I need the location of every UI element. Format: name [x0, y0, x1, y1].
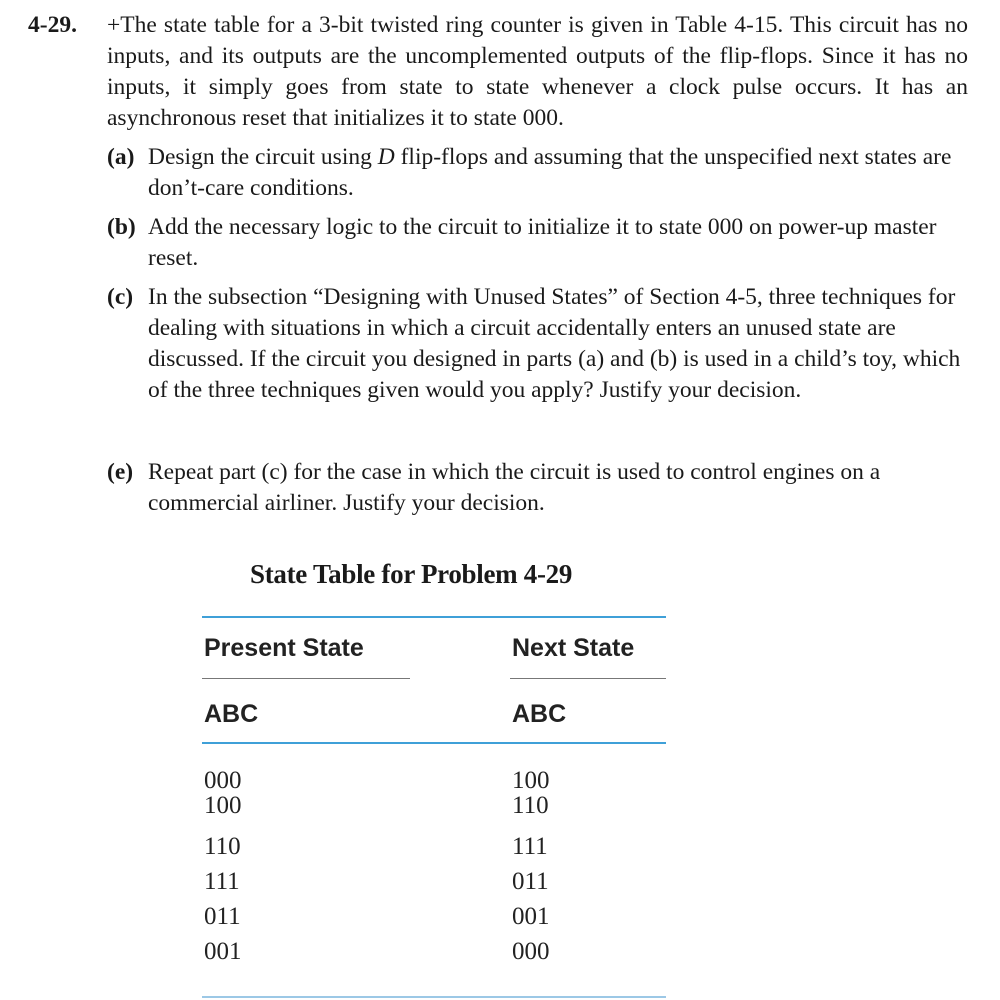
table-cell-next: 000 [512, 938, 550, 965]
part-a-text-after: flip-flops and assuming that the unspecified next states are don’t-care conditions. [148, 144, 952, 201]
next-state-variables: ABC [512, 700, 567, 728]
table-cell-present: 000 [204, 767, 242, 794]
table-header-rule [202, 742, 666, 744]
state-table [202, 616, 666, 1000]
next-header-underline [510, 678, 666, 679]
problem-intro: +The state table for a 3-bit twisted ring counter is given in Table 4-15. This circuit has no inputs, and its outputs are the uncomplemented outputs of the flip-flops. Since it has no inputs, it simply goes from state to state whenever a clock pulse occurs. It has an asynchronous reset that initializes it to state 000. [107, 12, 968, 131]
part-a-text-emphasis: D [377, 144, 395, 170]
present-state-variables: ABC [204, 700, 259, 728]
part-a [107, 142, 968, 204]
part-a-text [148, 144, 951, 201]
table-cell-next: 100 [512, 767, 550, 794]
table-cell-next: 111 [512, 833, 548, 860]
next-state-header: Next State [512, 634, 635, 662]
part-c-label: (c) [107, 284, 134, 310]
part-e [107, 457, 968, 519]
part-a-text-before: Design the circuit using [148, 144, 378, 170]
problem-number: 4-29. [28, 12, 77, 38]
table-cell-present: 100 [204, 792, 242, 819]
part-b-text: Add the necessary logic to the circuit to initialize it to state 000 on power-up master reset. [148, 214, 937, 271]
table-title: State Table for Problem 4-29 [250, 559, 573, 589]
part-c [107, 282, 968, 406]
part-e-text: Repeat part (c) for the case in which the circuit is used to control engines on a commercial airliner. Justify your decision. [148, 459, 881, 516]
table-bottom-rule [202, 996, 666, 998]
part-c-text: In the subsection “Designing with Unused States” of Section 4-5, three techniques for dealing with situations in which a circuit accidentally enters an unused state are discussed. If the circuit you designed in parts (a) and (b) is used in a child’s toy, which of the three techniques given would you apply? Justify your decision. [148, 284, 961, 403]
table-cell-next: 110 [512, 792, 549, 819]
table-cell-present: 111 [204, 868, 240, 895]
part-b [107, 212, 968, 274]
part-a-label: (a) [107, 144, 135, 170]
part-e-label: (e) [107, 459, 134, 485]
part-b-label: (b) [107, 214, 136, 240]
table-cell-present: 011 [204, 903, 241, 930]
table-top-rule [202, 616, 666, 618]
table-cell-present: 110 [204, 833, 241, 860]
table-cell-present: 001 [204, 938, 242, 965]
problem-4-29 [28, 10, 968, 519]
present-state-header: Present State [204, 634, 364, 662]
present-header-underline [202, 678, 410, 679]
table-cell-next: 001 [512, 903, 550, 930]
table-cell-next: 011 [512, 868, 549, 895]
